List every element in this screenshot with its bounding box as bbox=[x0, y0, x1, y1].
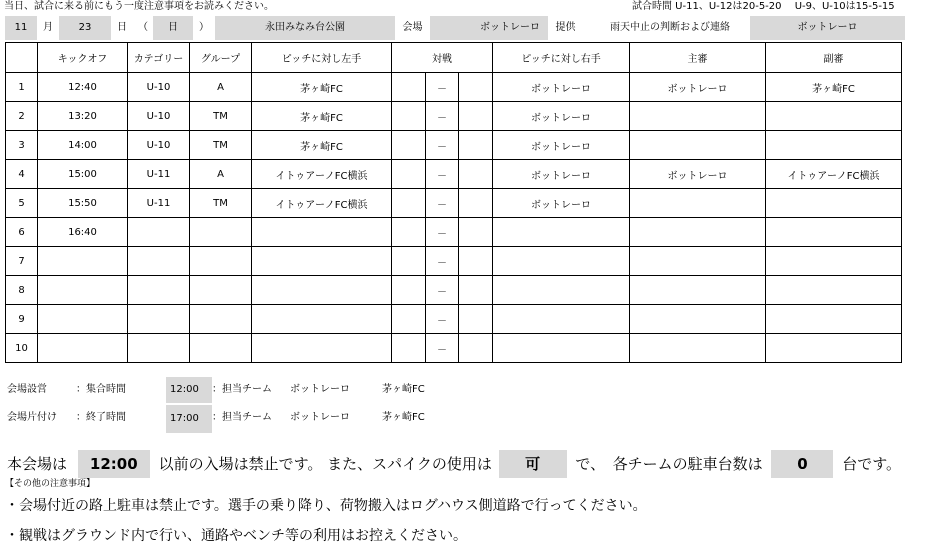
provider-label: 提供 bbox=[555, 22, 576, 33]
row-left-score bbox=[392, 189, 426, 218]
row-right-score bbox=[459, 334, 493, 363]
cleanup-team-label: ：担当チーム bbox=[212, 412, 272, 423]
row-left-score bbox=[392, 102, 426, 131]
row-left-score bbox=[392, 160, 426, 189]
header-category: カテゴリー bbox=[128, 43, 190, 73]
date-month: 11 bbox=[5, 16, 37, 40]
row-group bbox=[190, 247, 252, 276]
header-referee: 主審 bbox=[630, 43, 766, 73]
row-no: 5 bbox=[6, 189, 38, 218]
row-left-score bbox=[392, 73, 426, 102]
row-category bbox=[128, 247, 190, 276]
spike-box: 可 bbox=[499, 450, 567, 478]
row-referee bbox=[630, 334, 766, 363]
row-left-team bbox=[252, 334, 392, 363]
row-left-score bbox=[392, 218, 426, 247]
row-category: U-11 bbox=[128, 160, 190, 189]
row-kickoff: 16:40 bbox=[38, 218, 128, 247]
rules-line bbox=[7, 450, 901, 478]
row-group: A bbox=[190, 73, 252, 102]
row-no: 9 bbox=[6, 305, 38, 334]
venue-label: 会場 bbox=[402, 22, 423, 33]
row-kickoff bbox=[38, 334, 128, 363]
row-left-team bbox=[252, 247, 392, 276]
setup-team1: ボットレーロ bbox=[290, 384, 350, 395]
cleanup-team2: 茅ヶ崎FC bbox=[382, 412, 425, 423]
table-row bbox=[6, 160, 902, 189]
rules-part2: 以前の入場は禁止です。 また、スパイクの使用は bbox=[158, 455, 492, 473]
venue-name: 永田みなみ台公園 bbox=[215, 16, 395, 40]
setup-team2: 茅ヶ崎FC bbox=[382, 384, 425, 395]
row-category: U-10 bbox=[128, 102, 190, 131]
row-referee bbox=[630, 102, 766, 131]
row-no: 6 bbox=[6, 218, 38, 247]
cleanup-time-label: ：終了時間 bbox=[76, 412, 126, 423]
row-group bbox=[190, 276, 252, 305]
row-left-score bbox=[392, 276, 426, 305]
row-kickoff: 15:00 bbox=[38, 160, 128, 189]
setup-label: 会場設営 bbox=[7, 384, 47, 395]
setup-time-label: ：集合時間 bbox=[76, 384, 126, 395]
table-row bbox=[6, 334, 902, 363]
match-time-note: 試合時間 U-11、U-12は20-5-20 U-9、U-10は15-5-15 bbox=[632, 1, 895, 12]
row-category bbox=[128, 218, 190, 247]
row-category: U-11 bbox=[128, 189, 190, 218]
rain-label: 雨天中止の判断および連絡 bbox=[610, 22, 730, 33]
row-vs: － bbox=[426, 73, 459, 102]
row-vs: － bbox=[426, 160, 459, 189]
paren-close: ） bbox=[199, 22, 209, 33]
row-referee bbox=[630, 218, 766, 247]
row-assistant bbox=[766, 131, 902, 160]
row-right-team bbox=[493, 305, 630, 334]
row-left-team: 茅ヶ崎FC bbox=[252, 131, 392, 160]
row-no: 1 bbox=[6, 73, 38, 102]
row-kickoff: 12:40 bbox=[38, 73, 128, 102]
rules-part4: 台です。 bbox=[842, 455, 901, 473]
setup-team-label: ：担当チーム bbox=[212, 384, 272, 395]
table-row bbox=[6, 189, 902, 218]
row-right-score bbox=[459, 160, 493, 189]
header-left-team: ピッチに対し左手 bbox=[252, 43, 392, 73]
row-assistant bbox=[766, 102, 902, 131]
rules-part3: で、 各チームの駐車台数は bbox=[575, 455, 763, 473]
row-kickoff: 14:00 bbox=[38, 131, 128, 160]
row-no: 10 bbox=[6, 334, 38, 363]
row-right-score bbox=[459, 247, 493, 276]
row-assistant: 茅ヶ崎FC bbox=[766, 73, 902, 102]
header-vs: 対戦 bbox=[392, 43, 493, 73]
row-kickoff bbox=[38, 305, 128, 334]
table-row bbox=[6, 131, 902, 160]
row-referee bbox=[630, 189, 766, 218]
date-month-label: 月 bbox=[43, 22, 53, 33]
row-right-score bbox=[459, 131, 493, 160]
row-category bbox=[128, 276, 190, 305]
table-row bbox=[6, 218, 902, 247]
entry-time-box: 12:00 bbox=[78, 450, 150, 478]
row-right-team bbox=[493, 276, 630, 305]
row-vs: － bbox=[426, 131, 459, 160]
row-right-score bbox=[459, 102, 493, 131]
parking-box: 0 bbox=[771, 450, 833, 478]
row-no: 7 bbox=[6, 247, 38, 276]
row-right-team: ボットレーロ bbox=[493, 73, 630, 102]
row-assistant bbox=[766, 334, 902, 363]
row-assistant: イトゥアーノFC横浜 bbox=[766, 160, 902, 189]
header-kickoff: キックオフ bbox=[38, 43, 128, 73]
cleanup-time: 17:00 bbox=[166, 405, 212, 433]
row-right-score bbox=[459, 189, 493, 218]
setup-time: 12:00 bbox=[166, 377, 212, 403]
table-row bbox=[6, 276, 902, 305]
row-vs: － bbox=[426, 247, 459, 276]
row-left-score bbox=[392, 131, 426, 160]
date-weekday: 日 bbox=[153, 16, 193, 40]
other-notes-heading: 【その他の注意事項】 bbox=[5, 479, 96, 489]
row-vs: － bbox=[426, 334, 459, 363]
paren-open: （ bbox=[138, 22, 148, 33]
row-group: TM bbox=[190, 131, 252, 160]
table-row bbox=[6, 102, 902, 131]
note-spectators: ・観戦はグラウンド内で行い、通路やベンチ等の利用はお控えください。 bbox=[5, 528, 467, 544]
header-group: グループ bbox=[190, 43, 252, 73]
row-referee bbox=[630, 131, 766, 160]
row-right-team: ボットレーロ bbox=[493, 102, 630, 131]
row-category bbox=[128, 305, 190, 334]
row-assistant bbox=[766, 247, 902, 276]
date-day-label: 日 bbox=[117, 22, 127, 33]
row-group: TM bbox=[190, 102, 252, 131]
rules-part1: 本会場は bbox=[7, 455, 68, 473]
row-left-team: イトゥアーノFC横浜 bbox=[252, 160, 392, 189]
row-group bbox=[190, 218, 252, 247]
row-kickoff bbox=[38, 247, 128, 276]
row-left-team: イトゥアーノFC横浜 bbox=[252, 189, 392, 218]
row-right-team: ボットレーロ bbox=[493, 160, 630, 189]
row-vs: － bbox=[426, 189, 459, 218]
rain-contact: ボットレーロ bbox=[750, 16, 905, 40]
top-notice: 当日、試合に来る前にもう一度注意事項をお読みください。 bbox=[4, 1, 274, 12]
note-parking: ・会場付近の路上駐車は禁止です。選手の乗り降り、荷物搬入はログハウス側道路で行ってください。 bbox=[5, 498, 647, 514]
table-row bbox=[6, 305, 902, 334]
header-assistant: 副審 bbox=[766, 43, 902, 73]
table-header-row bbox=[6, 43, 902, 73]
provider-name: ボットレーロ bbox=[430, 16, 548, 40]
row-right-team: ボットレーロ bbox=[493, 131, 630, 160]
row-group bbox=[190, 334, 252, 363]
row-group bbox=[190, 305, 252, 334]
row-kickoff bbox=[38, 276, 128, 305]
row-left-team: 茅ヶ崎FC bbox=[252, 102, 392, 131]
row-right-score bbox=[459, 305, 493, 334]
header-no bbox=[6, 43, 38, 73]
table-row bbox=[6, 73, 902, 102]
row-assistant bbox=[766, 276, 902, 305]
row-left-team bbox=[252, 218, 392, 247]
row-group: A bbox=[190, 160, 252, 189]
row-left-score bbox=[392, 305, 426, 334]
row-referee: ボットレーロ bbox=[630, 73, 766, 102]
row-category: U-10 bbox=[128, 73, 190, 102]
row-referee bbox=[630, 276, 766, 305]
row-right-team bbox=[493, 218, 630, 247]
row-category: U-10 bbox=[128, 131, 190, 160]
row-right-team: ボットレーロ bbox=[493, 189, 630, 218]
row-left-score bbox=[392, 334, 426, 363]
row-right-score bbox=[459, 276, 493, 305]
row-vs: － bbox=[426, 276, 459, 305]
row-referee bbox=[630, 305, 766, 334]
row-left-score bbox=[392, 247, 426, 276]
row-vs: － bbox=[426, 218, 459, 247]
row-no: 3 bbox=[6, 131, 38, 160]
row-vs: － bbox=[426, 305, 459, 334]
row-assistant bbox=[766, 189, 902, 218]
row-referee: ボットレーロ bbox=[630, 160, 766, 189]
row-referee bbox=[630, 247, 766, 276]
row-right-team bbox=[493, 247, 630, 276]
row-kickoff: 13:20 bbox=[38, 102, 128, 131]
cleanup-label: 会場片付け bbox=[7, 412, 57, 423]
table-row bbox=[6, 247, 902, 276]
row-category bbox=[128, 334, 190, 363]
row-right-team bbox=[493, 334, 630, 363]
row-left-team: 茅ヶ崎FC bbox=[252, 73, 392, 102]
row-group: TM bbox=[190, 189, 252, 218]
row-left-team bbox=[252, 276, 392, 305]
row-right-score bbox=[459, 218, 493, 247]
row-no: 2 bbox=[6, 102, 38, 131]
row-kickoff: 15:50 bbox=[38, 189, 128, 218]
schedule-table bbox=[5, 42, 902, 363]
row-no: 8 bbox=[6, 276, 38, 305]
row-right-score bbox=[459, 73, 493, 102]
cleanup-team1: ボットレーロ bbox=[290, 412, 350, 423]
header-right-team: ピッチに対し右手 bbox=[493, 43, 630, 73]
row-vs: － bbox=[426, 102, 459, 131]
row-no: 4 bbox=[6, 160, 38, 189]
row-assistant bbox=[766, 305, 902, 334]
row-left-team bbox=[252, 305, 392, 334]
date-day: 23 bbox=[59, 16, 111, 40]
row-assistant bbox=[766, 218, 902, 247]
